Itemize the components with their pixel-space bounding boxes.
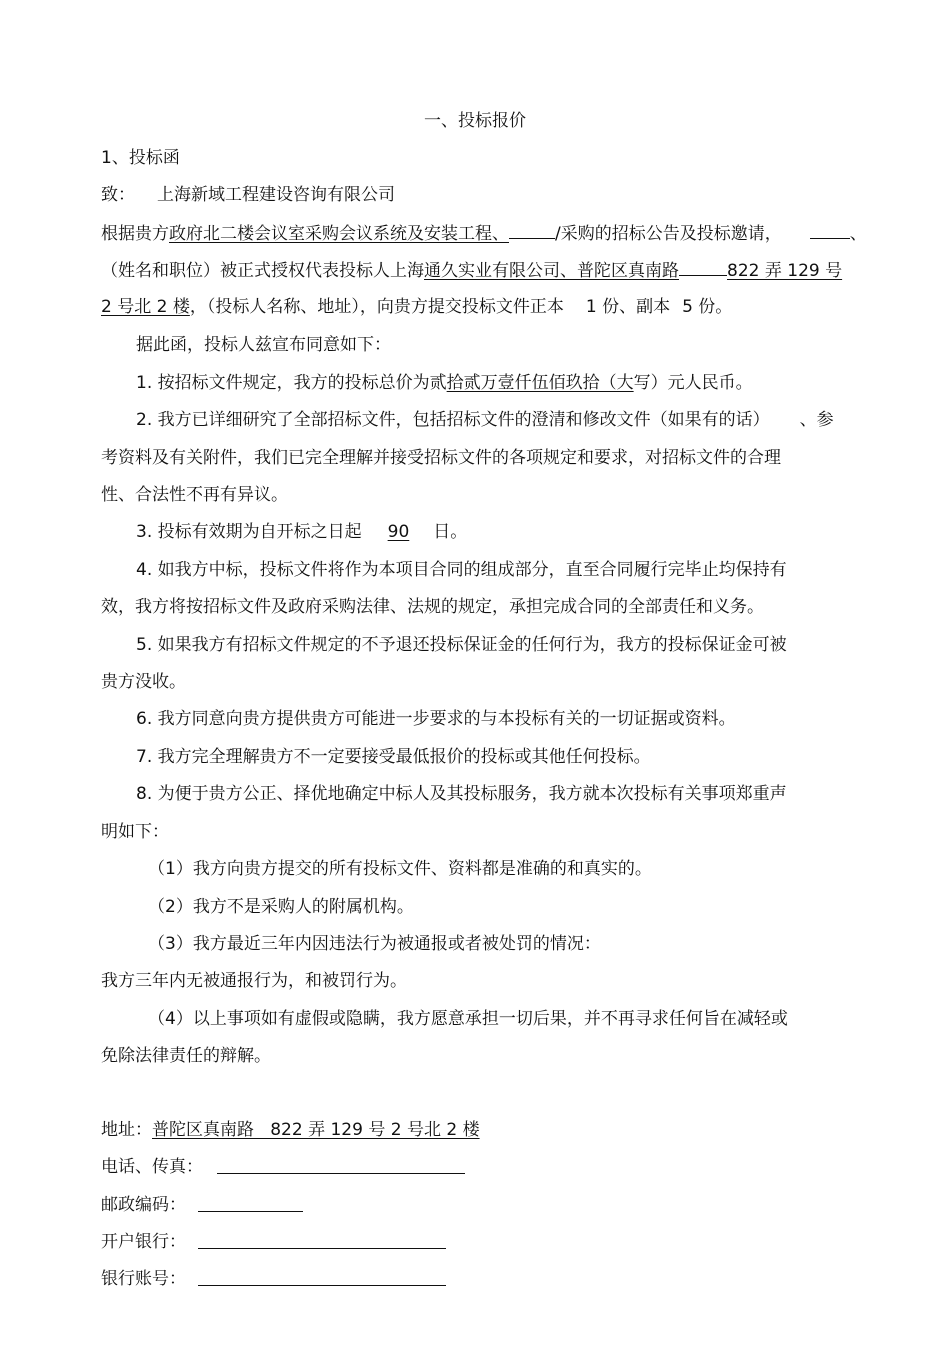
clause-1: 1. 按招标文件规定，我方的投标总价为贰拾贰万壹仟伍佰玖拾（大写）元人民币。: [136, 373, 753, 393]
postcode-blank: [198, 1211, 303, 1212]
addressee-line: [101, 184, 395, 206]
bank-label: 开户银行：: [101, 1232, 186, 1252]
project-name: 政府北二楼会议室采购会议系统及安装工程、: [169, 224, 509, 244]
account-label: 银行账号：: [101, 1269, 186, 1289]
paragraph-line: 2 号北 2 楼，（投标人名称、地址），向贵方提交投标文件正本 1 份、副本 5 份。: [101, 297, 733, 317]
address-value: 普陀区真南路 822 弄 129 号 2 号北 2 楼: [152, 1120, 480, 1140]
blank-field: [509, 222, 555, 239]
phone-label: 电话、传真：: [101, 1157, 203, 1177]
clause-8-cont: 明如下：: [101, 822, 169, 842]
postcode-label: 邮政编码：: [101, 1195, 186, 1215]
statement-2: （2）我方不是采购人的附属机构。: [148, 897, 414, 917]
clause-3: 3. 投标有效期为自开标之日起 90 日。: [136, 522, 468, 542]
statement-3: （3）我方最近三年内因违法行为被通报或者被处罚的情况：: [148, 934, 601, 954]
blank-field: [810, 222, 850, 239]
address-label: 地址：: [101, 1120, 152, 1140]
statement-1: （1）我方向贵方提交的所有投标文件、资料都是准确的和真实的。: [148, 859, 652, 879]
bidder-address: 2 号北 2 楼: [101, 297, 190, 317]
validity-days: 90: [387, 522, 410, 542]
clause-5-cont: 贵方没收。: [101, 672, 186, 692]
address-row: [101, 1119, 480, 1141]
clause-7: 7. 我方完全理解贵方不一定要接受最低报价的投标或其他任何投标。: [136, 747, 651, 767]
clause-2: 2. 我方已详细研究了全部招标文件，包括招标文件的澄清和修改文件（如果有的话） 、参: [136, 410, 834, 430]
page-title: 一、投标报价: [424, 111, 526, 131]
clause-6: 6. 我方同意向贵方提供贵方可能进一步要求的与本投标有关的一切证据或资料。: [136, 709, 736, 729]
section-heading: 1、投标函: [101, 148, 180, 168]
bank-blank: [198, 1248, 446, 1249]
statement-3-answer: 我方三年内无被通报行为，和被罚行为。: [101, 971, 407, 991]
total-price: 拾贰万壹仟伍佰玖拾（大: [446, 373, 634, 393]
statement-4: （4）以上事项如有虚假或隐瞒，我方愿意承担一切后果，并不再寻求任何旨在减轻或: [148, 1009, 788, 1029]
addressee-prefix: 致：: [101, 185, 135, 205]
clause-2-cont: 性、合法性不再有异议。: [101, 485, 288, 505]
clause-5: 5. 如果我方有招标文件规定的不予退还投标保证金的任何行为，我方的投标保证金可被: [136, 635, 787, 655]
bidder-name: 通久实业有限公司、普陀区真南路: [424, 261, 679, 281]
clause-4-cont: 效，我方将按招标文件及政府采购法律、法规的规定，承担完成合同的全部责任和义务。: [101, 597, 764, 617]
clause-8: 8. 为便于贵方公正、择优地确定中标人及其投标服务，我方就本次投标有关事项郑重声: [136, 784, 787, 804]
clause-4: 4. 如我方中标，投标文件将作为本项目合同的组成部分，直至合同履行完毕止均保持有: [136, 560, 787, 580]
addressee-name: 上海新域工程建设咨询有限公司: [157, 185, 395, 205]
account-blank: [198, 1285, 446, 1286]
statement-4-cont: 免除法律责任的辩解。: [101, 1046, 271, 1066]
declaration-intro: 据此函，投标人兹宣布同意如下：: [136, 335, 391, 355]
phone-blank: [217, 1173, 465, 1174]
blank-field: [679, 259, 727, 276]
clause-2-cont: 考资料及有关附件，我们已完全理解并接受招标文件的各项规定和要求，对招标文件的合理: [101, 448, 781, 468]
paragraph-line: 根据贵方政府北二楼会议室采购会议系统及安装工程、 /采购的招标公告及投标邀请， 、: [101, 224, 867, 244]
paragraph-line: （姓名和职位）被正式授权代表投标人上海通久实业有限公司、普陀区真南路 822 弄 129 号: [101, 261, 843, 281]
